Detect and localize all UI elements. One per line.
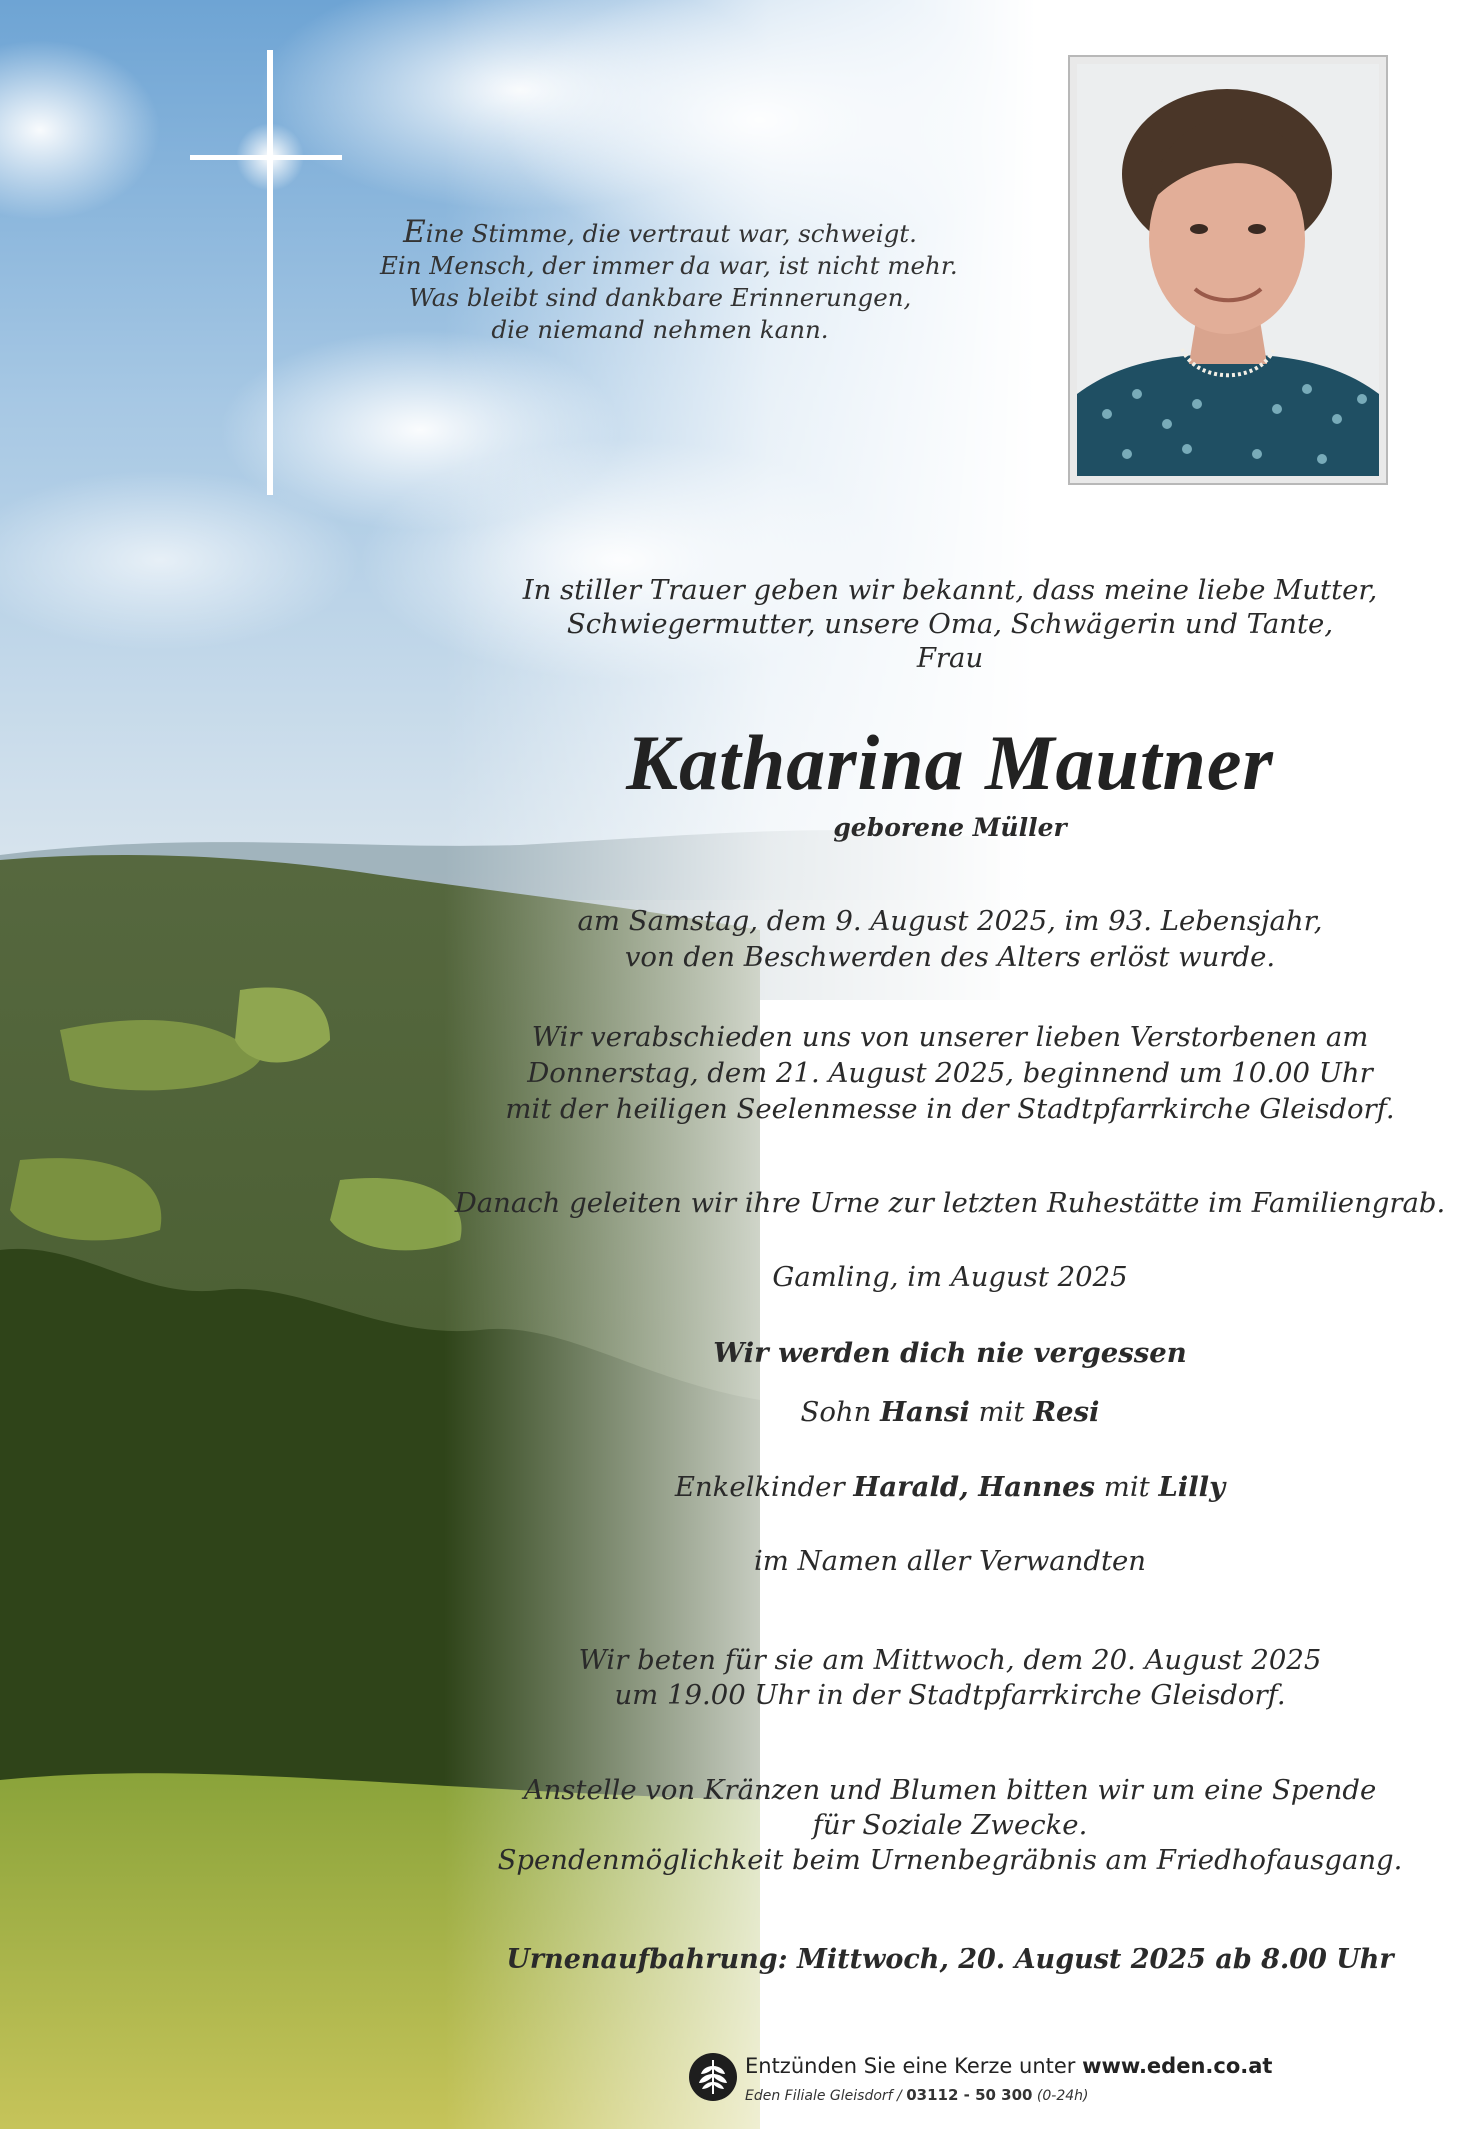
donation-info xyxy=(450,1773,1450,1878)
donation-line-3: Spendenmöglichkeit beim Urnenbegräbnis am Friedhofausgang. xyxy=(497,1844,1403,1876)
quote-line-1: Eine Stimme, die vertraut war, schweigt. xyxy=(403,214,917,250)
funeral-service-info xyxy=(450,1019,1450,1127)
portrait-image xyxy=(1077,64,1379,476)
maiden-name: geborene Müller xyxy=(833,813,1067,842)
place-date: Gamling, im August 2025 xyxy=(772,1261,1128,1293)
service-line-3: mit der heiligen Seelenmesse in der Stadtpfarrkirche Gleisdorf. xyxy=(505,1093,1395,1125)
announcement-line-1: In stiller Trauer geben wir bekannt, dass meine liebe Mutter, xyxy=(522,574,1378,606)
deceased-name: Katharina Mautner xyxy=(626,719,1274,806)
portrait-photo xyxy=(1068,55,1388,485)
death-line-2: von den Beschwerden des Alters erlöst wurde. xyxy=(624,941,1276,973)
quote-line-4: die niemand nehmen kann. xyxy=(491,315,829,344)
death-info xyxy=(450,903,1450,975)
service-line-1: Wir verabschieden uns von unserer lieben Verstorbenen am xyxy=(531,1021,1369,1053)
cross-icon xyxy=(190,50,350,495)
prayer-info xyxy=(450,1643,1450,1713)
branch-phone: 03112 - 50 300 xyxy=(906,2086,1033,2104)
urn-viewing-info: Urnenaufbahrung: Mittwoch, 20. August 2025 ab 8.00 Uhr xyxy=(506,1944,1394,1975)
urn-burial-info: Danach geleiten wir ihre Urne zur letzten Ruhestätte im Familiengrab. xyxy=(454,1187,1446,1219)
prayer-line-2: um 19.00 Uhr in der Stadtpfarrkirche Gleisdorf. xyxy=(614,1679,1286,1711)
memorial-quote xyxy=(380,214,958,346)
candle-link-text: Entzünden Sie eine Kerze unter www.eden.co.at xyxy=(745,2054,1273,2078)
branch-contact: Eden Filiale Gleisdorf / 03112 - 50 300 (0-24h) xyxy=(745,2086,1089,2104)
quote-line-2: Ein Mensch, der immer da war, ist nicht mehr. xyxy=(380,251,958,280)
quote-line-3: Was bleibt sind dankbare Erinnerungen, xyxy=(408,283,912,312)
eden-website-link[interactable]: www.eden.co.at xyxy=(1082,2054,1273,2078)
mourner-grandchildren: Enkelkinder Harald, Hannes mit Lilly xyxy=(674,1471,1226,1503)
announcement-line-2: Schwiegermutter, unsere Oma, Schwägerin und Tante, xyxy=(566,608,1334,640)
relatives-line: im Namen aller Verwandten xyxy=(753,1545,1147,1577)
eden-leaf-logo-icon xyxy=(688,2052,738,2102)
grandchildren-names: Harald, Hannes xyxy=(853,1471,1096,1503)
grandchild-partner-name: Lilly xyxy=(1158,1471,1226,1503)
service-line-2: Donnerstag, dem 21. August 2025, beginnend um 10.00 Uhr xyxy=(527,1057,1373,1089)
never-forget-line: Wir werden dich nie vergessen xyxy=(713,1337,1187,1369)
prayer-line-1: Wir beten für sie am Mittwoch, dem 20. August 2025 xyxy=(578,1644,1322,1676)
son-name: Hansi xyxy=(880,1396,970,1428)
announcement-text xyxy=(450,573,1450,675)
announcement-line-3: Frau xyxy=(916,642,984,674)
son-partner-name: Resi xyxy=(1033,1396,1100,1428)
quote-initial: E xyxy=(403,214,426,250)
death-line-1: am Samstag, dem 9. August 2025, im 93. Lebensjahr, xyxy=(577,905,1323,937)
donation-line-2: für Soziale Zwecke. xyxy=(812,1809,1088,1841)
mourner-son: Sohn Hansi mit Resi xyxy=(800,1396,1100,1428)
donation-line-1: Anstelle von Kränzen und Blumen bitten wir um eine Spende xyxy=(523,1774,1377,1806)
